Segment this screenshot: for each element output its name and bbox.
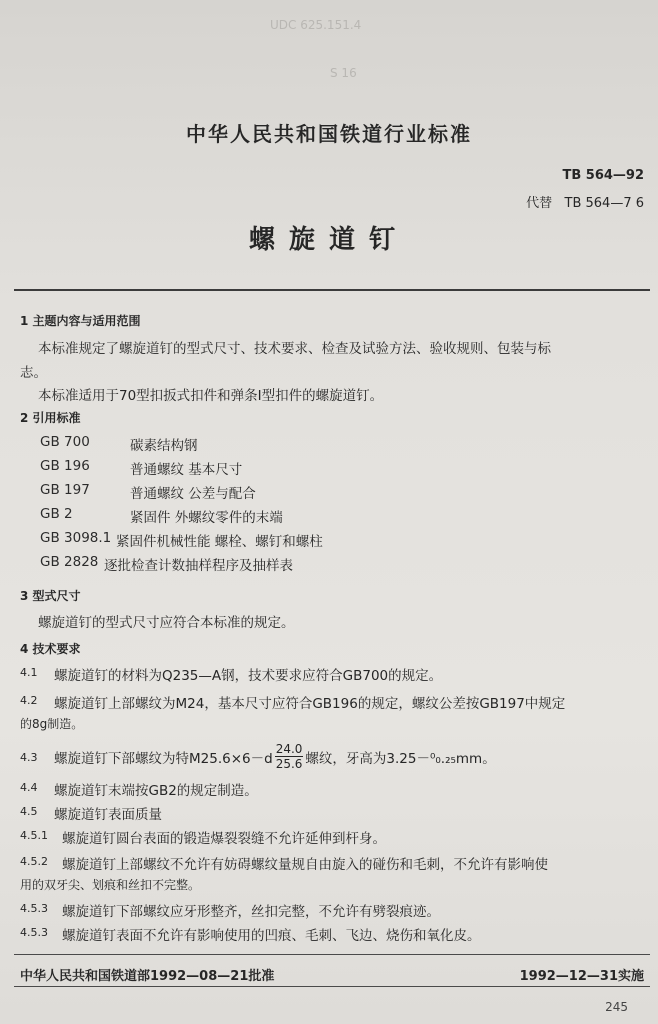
section-heading: 3 型式尺寸 — [20, 589, 81, 603]
clause-number: 4.1 — [20, 666, 38, 679]
footer-divider — [14, 954, 650, 955]
clause-4-1 — [20, 664, 442, 684]
reference-row — [40, 554, 293, 574]
clause-4-5-3 — [20, 900, 440, 920]
clause-text: 螺旋道钉上部螺纹不允许有妨碍螺纹量规自由旋入的碰伤和毛刺，不允许有影响使 — [62, 857, 548, 873]
clause-4-5-4 — [20, 924, 481, 944]
clause-4-5 — [20, 803, 162, 823]
approval-line: 中华人民共和国铁道部1992—08—21批准 — [20, 969, 275, 984]
clause-4-5-1 — [20, 827, 386, 847]
fraction-numerator: 24.0 — [275, 742, 303, 756]
clause-text: 螺旋道钉圆台表面的锻造爆裂裂缝不允许延伸到杆身。 — [62, 831, 386, 847]
reference-row — [40, 482, 256, 502]
clause-number: 4.5.1 — [20, 829, 48, 842]
replaces-code: TB 564—7 6 — [564, 196, 644, 211]
clause-text-before: 螺旋道钉下部螺纹为特M25.6×6－d — [54, 750, 273, 767]
reference-title: 碳素结构钢 — [130, 438, 198, 454]
clause-text-after: 螺纹，牙高为3.25－⁰₀.₂₅mm。 — [305, 750, 496, 767]
reference-row — [40, 506, 283, 526]
reference-row — [40, 530, 323, 550]
reference-title: 普通螺纹 公差与配合 — [130, 486, 256, 502]
paragraph: 螺旋道钉的型式尺寸应符合本标准的规定。 — [38, 615, 295, 631]
clause-4-2 — [20, 692, 565, 712]
ghost-stamp: S 16 — [330, 66, 357, 80]
reference-row — [40, 434, 198, 454]
footer-bottom-rule — [14, 986, 650, 987]
replaces-line — [526, 192, 644, 211]
clause-4-5-2 — [20, 853, 548, 873]
header-divider — [14, 289, 650, 291]
clause-number: 4.5.3 — [20, 926, 48, 939]
reference-title: 紧固件 外螺纹零件的末端 — [130, 510, 283, 526]
reference-code: GB 3098.1 — [40, 530, 112, 546]
reference-row — [40, 458, 242, 478]
reference-code: GB 196 — [40, 458, 90, 474]
reference-title: 普通螺纹 基本尺寸 — [130, 462, 243, 478]
document-title: 螺旋道钉 — [248, 225, 409, 255]
clause-text: 螺旋道钉表面不允许有影响使用的凹痕、毛刺、飞边、烧伤和氧化皮。 — [62, 928, 481, 944]
clause-continuation: 的8g制造。 — [20, 717, 84, 731]
section-heading: 1 主题内容与适用范围 — [20, 314, 141, 328]
clause-text: 螺旋道钉的材料为Q235—A钢，技术要求应符合GB700的规定。 — [54, 668, 443, 684]
paragraph: 本标准规定了螺旋道钉的型式尺寸、技术要求、检查及试验方法、验收规则、包装与标 — [38, 341, 551, 357]
clause-text: 螺旋道钉表面质量 — [54, 807, 162, 823]
clause-number: 4.2 — [20, 694, 38, 707]
org-title: 中华人民共和国铁道行业标准 — [186, 122, 472, 146]
paragraph: 志。 — [20, 365, 47, 381]
clause-4-4 — [20, 779, 258, 799]
paragraph: 本标准适用于70型扣扳式扣件和弹条Ⅰ型扣件的螺旋道钉。 — [38, 388, 384, 404]
reference-code: GB 197 — [40, 482, 90, 498]
reference-code: GB 700 — [40, 434, 90, 450]
clause-continuation: 用的双牙尖、划痕和丝扣不完整。 — [20, 878, 201, 892]
page-number: 245 — [605, 1000, 628, 1014]
reference-code: GB 2 — [40, 506, 73, 522]
clause-text: 螺旋道钉末端按GB2的规定制造。 — [54, 783, 258, 799]
implementation-date: 1992—12—31实施 — [519, 969, 644, 984]
clause-number: 4.5 — [20, 805, 38, 818]
clause-4-3 — [20, 742, 496, 771]
section-heading: 2 引用标准 — [20, 411, 81, 425]
clause-text: 螺旋道钉上部螺纹为M24，基本尺寸应符合GB196的规定，螺纹公差按GB197中规定 — [54, 696, 566, 712]
reference-title: 紧固件机械性能 螺栓、螺钉和螺柱 — [116, 534, 323, 550]
replaces-label: 代替 — [526, 196, 553, 211]
clause-number: 4.4 — [20, 781, 38, 794]
fraction-denominator: 25.6 — [275, 757, 303, 771]
reference-title: 逐批检查计数抽样程序及抽样表 — [104, 558, 293, 574]
clause-number: 4.5.3 — [20, 902, 48, 915]
clause-text: 螺旋道钉下部螺纹应牙形整齐，丝扣完整，不允许有劈裂痕迹。 — [62, 904, 440, 920]
thread-fraction — [275, 742, 304, 771]
ghost-stamp: UDC 625.151.4 — [270, 18, 362, 32]
standard-code: TB 564—92 — [562, 168, 644, 183]
section-heading: 4 技术要求 — [20, 642, 81, 656]
clause-number: 4.3 — [20, 751, 38, 764]
reference-code: GB 2828 — [40, 554, 99, 570]
clause-number: 4.5.2 — [20, 855, 48, 868]
